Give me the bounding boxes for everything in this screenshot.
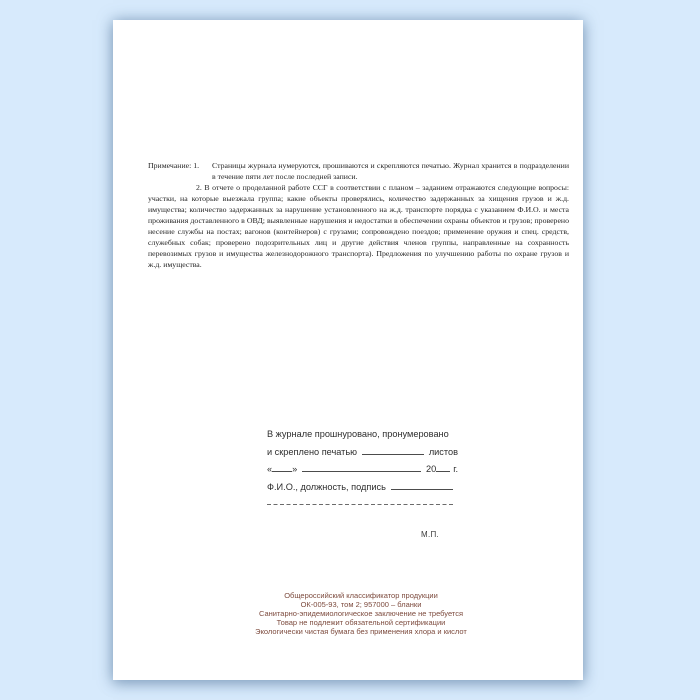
imprint-line: Санитарно-эпидемиологическое заключение не требуется bbox=[258, 609, 464, 618]
certification-date-line bbox=[267, 461, 458, 479]
note-label: Примечание: 1. bbox=[148, 161, 200, 170]
signature-line bbox=[267, 479, 458, 497]
year-blank bbox=[436, 470, 450, 472]
sealed-label: и скреплено печатью bbox=[267, 446, 358, 457]
certification-line-1 bbox=[267, 426, 458, 444]
certification-block bbox=[267, 426, 458, 505]
certification-line-2 bbox=[267, 444, 458, 462]
imprint-line: ОК-005-93, том 2; 957000 – бланки bbox=[300, 600, 422, 609]
quote-open: « bbox=[267, 464, 273, 475]
month-blank bbox=[302, 470, 421, 472]
stamp-place-label: М.П. bbox=[421, 530, 440, 539]
imprint-line: Экологически чистая бумага без применения хлора и кислот bbox=[255, 627, 467, 636]
imprint-line: Товар не подлежит обязательной сертификации bbox=[276, 618, 446, 627]
signature-dashed-line bbox=[267, 504, 454, 505]
year-suffix: г. bbox=[453, 464, 458, 475]
sheets-label: листов bbox=[428, 446, 458, 457]
year-prefix: 20 bbox=[425, 464, 437, 475]
imprint-line: Общероссийский классификатор продукции bbox=[284, 591, 438, 600]
day-blank bbox=[272, 470, 292, 472]
sheets-count-blank bbox=[362, 453, 424, 455]
note-2-text: 2. В отчете о проделанной работе ССГ в соответствии с планом – заданием отражаются следующие вопросы: участки, на которые выезжала группа; какие объекты проверялись, количество задержанных за хищения грузов и ж.д. имущества; количество задержанных за нарушение установленного на ж.д. транспорте порядка с указанием Ф.И.О. и места проживания доставленного в ОВД; выявленные нарушения и недостатки в обеспечении охраны объектов и грузов; проверено несение службы на постах; вагонов (контейнеров) с грузами; сопровождено поездов; применение оружия и спец. средств, служебных собак; проверено подозрительных лиц и другие действия членов группы, направленные на сохранность перевозимых грузов и имущества железнодорожного транспорта). Предложения по улучшению работы по охране грузов и ж.д. имущества. bbox=[148, 183, 569, 269]
print-imprint bbox=[211, 591, 511, 636]
notes-section bbox=[148, 160, 569, 270]
note-1-text: Страницы журнала нумеруются, прошиваются и скрепляются печатью. Журнал хранится в подразделении в течение пяти лет после последней записи. bbox=[212, 161, 569, 181]
signature-label: Ф.И.О., должность, подпись bbox=[267, 482, 386, 493]
quote-close: » bbox=[292, 464, 298, 475]
signature-blank bbox=[391, 488, 453, 490]
note-1-row bbox=[148, 160, 569, 182]
document-page bbox=[113, 20, 583, 680]
certification-line-1-text: В журнале прошнуровано, пронумеровано bbox=[267, 429, 449, 439]
